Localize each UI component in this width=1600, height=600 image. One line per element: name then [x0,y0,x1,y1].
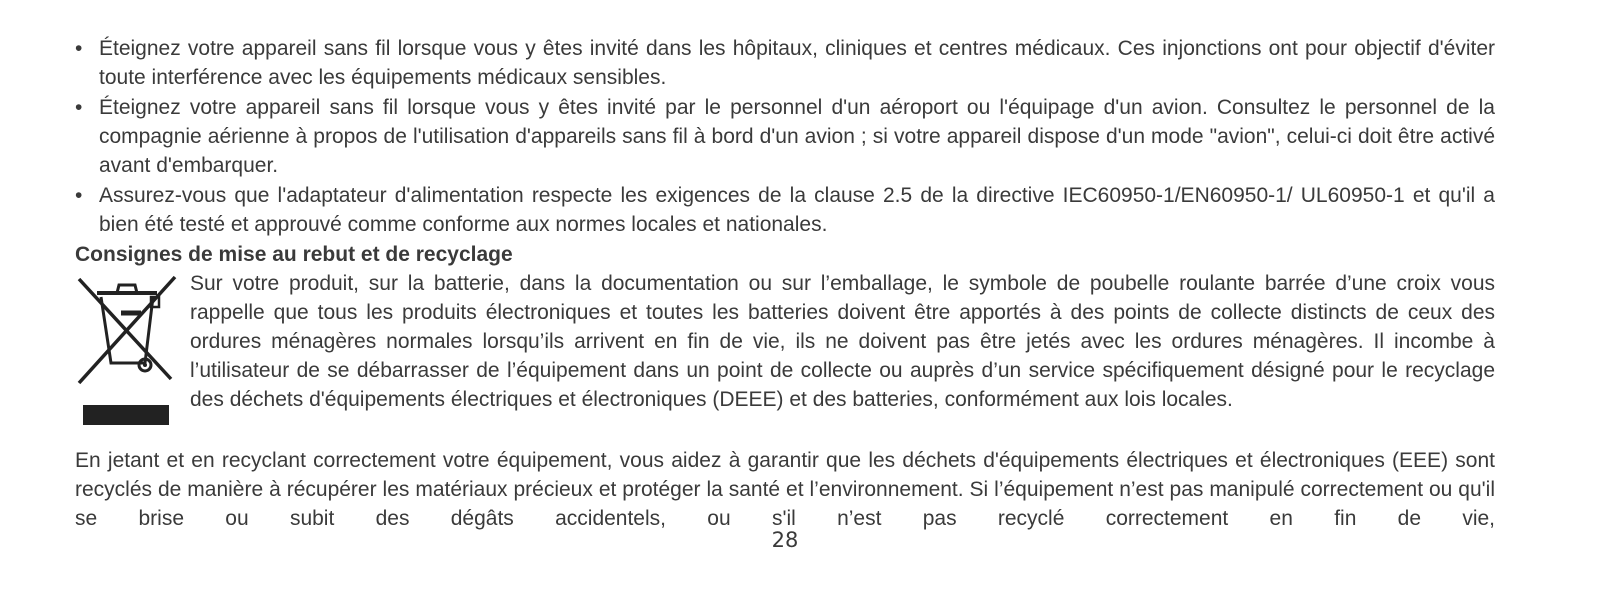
recycling-paragraph: En jetant et en recyclant correctement votre équipement, vous aidez à garantir que les déchets d'équipements électriques et électroniques (EEE) sont recyclés de manière à récupérer les matériaux précieux et protéger la santé et l’environnement. Si l’équipement n’est pas manipulé correctement ou qu'il se brise ou subit des dégâts accidentels, ou s'il n’est pas recyclé correctement en fin de vie, [75,449,1495,530]
bullet-text: Assurez-vous que l'adaptateur d'alimentation respecte les exigences de la clause 2.5 de la directive IEC60950-1/EN60950-1/ UL60950-1 et qu'il a bien été testé et approuvé comme conforme aux normes locales et nationales. [99,184,1495,236]
page-number: 28 [771,528,799,552]
document-page [75,34,1495,533]
bullet-item-hospitals [75,34,1495,92]
bullet-marker: • [75,96,83,119]
bullet-item-power-adapter [75,181,1495,239]
disposal-section [75,269,1495,443]
bullet-marker: • [75,184,83,207]
disposal-heading: Consignes de mise au rebut et de recyclage [75,243,513,266]
bullet-text: Éteignez votre appareil sans fil lorsque vous y êtes invité par le personnel d'un aéroport ou l'équipage d'un avion. Consultez le personnel de la compagnie aérienne à propos de l'utilisation d'appareils sans fil à bord d'un avion ; si votre appareil dispose d'un mode "avion", celui-ci doit être activé avant d'embarquer. [99,96,1495,177]
disposal-text: Sur votre produit, sur la batterie, dans la documentation ou sur l’emballage, le symbole de poubelle roulante barrée d’une croix vous rappelle que tous les produits électroniques et toutes les batteries doivent être apportés à des points de collecte distincts de ceux des ordures ménagères normales lorsqu’ils arrivent en fin de vie, ils ne doivent pas être jetés avec les ordures ménagères. Il incombe à l’utilisateur de se débarrasser de l’équipement dans un point de collecte ou auprès d’un service spécifiquement désigné pour le recyclage des déchets d'équipements électriques et électroniques (DEEE) et des batteries, conformément aux lois locales. [190,272,1495,411]
bullet-item-airplane [75,93,1495,180]
bullet-marker: • [75,37,83,60]
safety-bullet-list [75,34,1495,239]
crossed-out-wheelie-bin-icon [75,271,179,431]
bullet-text: Éteignez votre appareil sans fil lorsque vous y êtes invité dans les hôpitaux, cliniques et centres médicaux. Ces injonctions ont pour objectif d'éviter toute interférence avec les équipements médicaux sensibles. [99,37,1495,89]
